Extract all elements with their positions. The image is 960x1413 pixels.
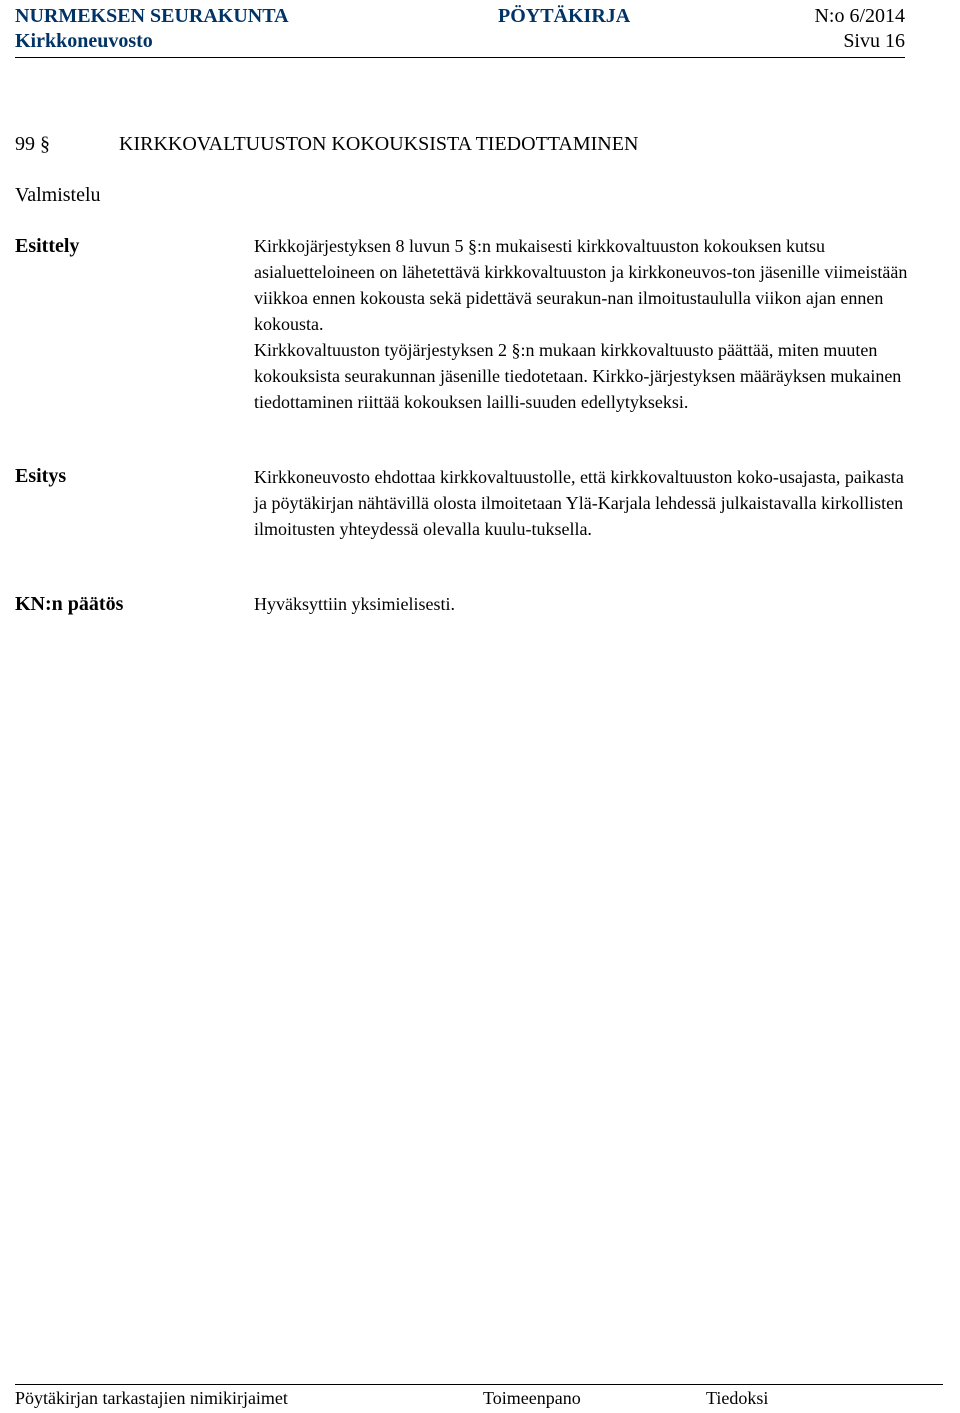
- presentation-paragraph-2: Kirkkovaltuuston työjärjestyksen 2 §:n mukaan kirkkovaltuusto päättää, miten muuten kokouksista seurakunnan jäsenille tiedotetaan. Kirkko-järjestyksen määräyksen mukainen tiedottaminen riittää kokouksen lailli-suuden edellytykseksi.: [254, 340, 902, 412]
- presentation-paragraph-1: Kirkkojärjestyksen 8 luvun 5 §:n mukaisesti kirkkovaltuuston kokouksen kutsu asialuetteloineen on lähetettävä kirkkovaltuuston ja kirkkoneuvos-ton jäsenille viimeistään viikkoa ennen kokousta sekä pidettävä seurakun-nan ilmoitustaululla viikon ajan ennen kokousta.: [254, 236, 908, 334]
- label-preparation: Valmistelu: [15, 184, 101, 206]
- header-divider: [15, 57, 905, 58]
- document-number: N:o 6/2014: [814, 5, 905, 27]
- footer-notices: Tiedoksi: [706, 1388, 769, 1408]
- label-presenter: Esittely: [15, 235, 80, 257]
- proposal-text: Kirkkoneuvosto ehdottaa kirkkovaltuustolle, että kirkkovaltuuston koko-usajasta, paikasta ja pöytäkirjan nähtävillä olosta ilmoitetaan Ylä-Karjala lehdessä julkaistavalla kirkollisten ilmoitusten yhteydessä olevalla kuulu-tuksella.: [254, 467, 904, 539]
- document-type: PÖYTÄKIRJA: [498, 5, 631, 27]
- decision-text: Hyväksyttiin yksimielisesti.: [254, 594, 455, 614]
- presentation-text: [254, 233, 914, 415]
- section-number: 99 §: [15, 133, 50, 155]
- body-name: Kirkkoneuvosto: [15, 30, 153, 52]
- section-heading: [15, 132, 638, 156]
- footer-initials: Pöytäkirjan tarkastajien nimikirjaimet: [15, 1388, 288, 1408]
- label-proposal: Esitys: [15, 465, 67, 487]
- footer-enforcement: Toimeenpano: [483, 1388, 581, 1408]
- footer-divider: [15, 1384, 943, 1385]
- page-number: Sivu 16: [843, 30, 905, 52]
- label-decision: KN:n päätös: [15, 593, 124, 615]
- section-title: KIRKKOVALTUUSTON KOKOUKSISTA TIEDOTTAMINEN: [119, 133, 639, 155]
- organization-name: NURMEKSEN SEURAKUNTA: [15, 5, 289, 27]
